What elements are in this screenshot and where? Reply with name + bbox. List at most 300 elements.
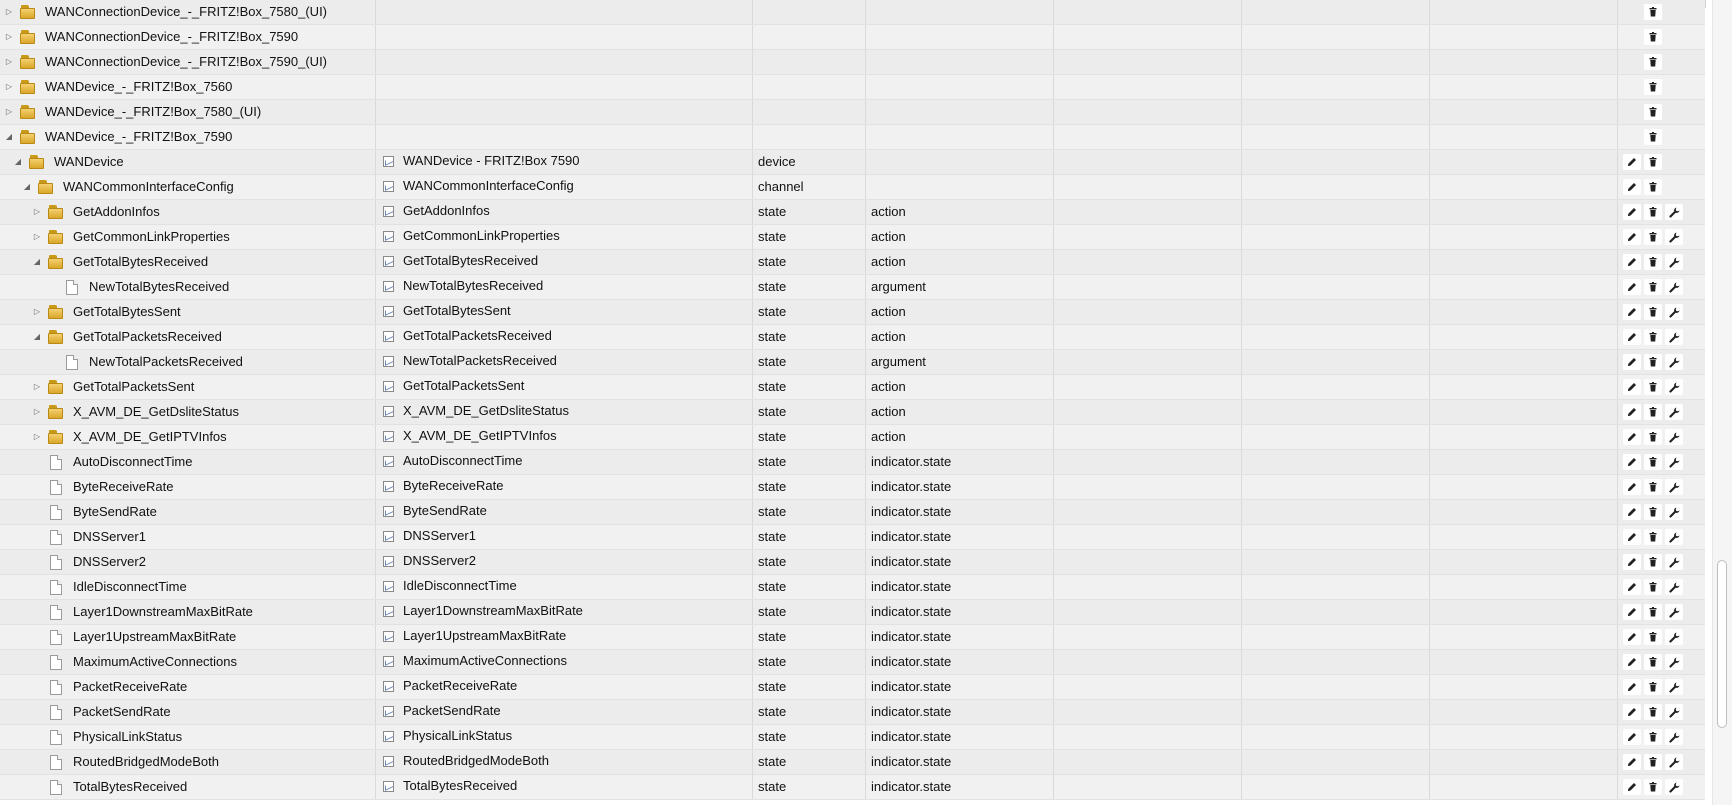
room-cell (1054, 700, 1242, 724)
tree-row[interactable] (0, 725, 1705, 750)
edit-pencil-icon[interactable] (1623, 504, 1641, 520)
expanded-triangle-icon[interactable]: ◢ (33, 257, 41, 266)
name-cell[interactable] (376, 275, 753, 299)
id-cell[interactable] (0, 350, 376, 374)
room-cell (1054, 600, 1242, 624)
name-cell[interactable] (376, 300, 753, 324)
value-cell (1430, 600, 1618, 624)
object-role-label: indicator.state (871, 704, 952, 719)
room-cell (1054, 450, 1242, 474)
delete-trash-icon[interactable] (1644, 79, 1662, 95)
id-cell[interactable] (0, 300, 376, 324)
tree-row[interactable] (0, 650, 1705, 675)
delete-trash-icon[interactable] (1644, 554, 1662, 570)
delete-trash-icon[interactable] (1644, 679, 1662, 695)
delete-trash-icon[interactable] (1644, 229, 1662, 245)
delete-trash-icon[interactable] (1644, 754, 1662, 770)
tree-row[interactable] (0, 700, 1705, 725)
edit-pencil-icon[interactable] (1623, 479, 1641, 495)
name-cell[interactable] (376, 475, 753, 499)
id-cell[interactable] (0, 475, 376, 499)
value-cell (1430, 525, 1618, 549)
file-icon (66, 355, 78, 370)
name-cell[interactable] (376, 200, 753, 224)
id-cell[interactable] (0, 675, 376, 699)
name-cell[interactable] (376, 125, 753, 149)
value-cell (1430, 200, 1618, 224)
file-icon (50, 755, 62, 770)
settings-wrench-icon[interactable] (1665, 279, 1683, 295)
object-type-label: state (758, 679, 787, 694)
name-cell[interactable] (376, 350, 753, 374)
id-cell[interactable] (0, 525, 376, 549)
object-type-label: state (758, 379, 787, 394)
object-role-label: action (871, 304, 906, 319)
tree-row[interactable] (0, 525, 1705, 550)
delete-trash-icon[interactable] (1644, 529, 1662, 545)
edit-pencil-icon[interactable] (1623, 729, 1641, 745)
tree-row[interactable] (0, 375, 1705, 400)
delete-trash-icon[interactable] (1644, 729, 1662, 745)
object-name-label: GetTotalPacketsSent (403, 378, 525, 393)
edit-pencil-icon[interactable] (1623, 679, 1641, 695)
id-cell[interactable] (0, 125, 376, 149)
name-cell[interactable] (376, 600, 753, 624)
id-cell[interactable] (0, 75, 376, 99)
delete-trash-icon[interactable] (1644, 404, 1662, 420)
value-cell (1430, 675, 1618, 699)
id-cell[interactable] (0, 175, 376, 199)
name-cell[interactable] (376, 325, 753, 349)
delete-trash-icon[interactable] (1644, 279, 1662, 295)
folder-icon (48, 230, 64, 244)
object-name-label: AutoDisconnectTime (403, 453, 523, 468)
name-cell[interactable] (376, 750, 753, 774)
settings-wrench-icon[interactable] (1665, 354, 1683, 370)
delete-trash-icon[interactable] (1644, 204, 1662, 220)
role-cell (866, 425, 1054, 449)
delete-trash-icon[interactable] (1644, 129, 1662, 145)
settings-wrench-icon[interactable] (1665, 579, 1683, 595)
id-cell[interactable] (0, 400, 376, 424)
value-cell (1430, 0, 1618, 24)
edit-pencil-icon[interactable] (1623, 554, 1641, 570)
settings-wrench-icon[interactable] (1665, 404, 1683, 420)
role-cell (866, 325, 1054, 349)
type-cell (753, 600, 866, 624)
id-cell[interactable] (0, 275, 376, 299)
id-cell[interactable] (0, 600, 376, 624)
settings-wrench-icon[interactable] (1665, 629, 1683, 645)
room-cell (1054, 25, 1242, 49)
id-cell[interactable] (0, 325, 376, 349)
tree-row[interactable] (0, 775, 1705, 800)
value-cell (1430, 375, 1618, 399)
collapsed-triangle-icon[interactable]: ▷ (5, 82, 13, 91)
edit-pencil-icon[interactable] (1623, 579, 1641, 595)
function-cell (1242, 600, 1430, 624)
object-id-label: TotalBytesReceived (73, 779, 188, 794)
name-cell[interactable] (376, 425, 753, 449)
delete-trash-icon[interactable] (1644, 429, 1662, 445)
tree-row[interactable] (0, 275, 1705, 300)
room-cell (1054, 150, 1242, 174)
edit-pencil-icon[interactable] (1623, 704, 1641, 720)
id-cell[interactable] (0, 775, 376, 799)
edit-pencil-icon[interactable] (1623, 379, 1641, 395)
settings-wrench-icon[interactable] (1665, 779, 1683, 795)
role-cell (866, 500, 1054, 524)
name-cell[interactable] (376, 675, 753, 699)
settings-wrench-icon[interactable] (1665, 204, 1683, 220)
room-cell (1054, 200, 1242, 224)
settings-wrench-icon[interactable] (1665, 529, 1683, 545)
name-cell[interactable] (376, 150, 753, 174)
name-cell[interactable] (376, 500, 753, 524)
object-name-label: IdleDisconnectTime (403, 578, 517, 593)
delete-trash-icon[interactable] (1644, 104, 1662, 120)
tree-row[interactable] (0, 675, 1705, 700)
tree-row[interactable] (0, 625, 1705, 650)
id-cell[interactable] (0, 375, 376, 399)
expanded-triangle-icon[interactable]: ◢ (5, 132, 13, 141)
object-name-label: PhysicalLinkStatus (403, 728, 513, 743)
delete-trash-icon[interactable] (1644, 179, 1662, 195)
name-cell[interactable] (376, 50, 753, 74)
name-cell[interactable] (376, 100, 753, 124)
id-cell[interactable] (0, 575, 376, 599)
tree-row[interactable] (0, 25, 1705, 50)
folder-icon (48, 380, 64, 394)
id-cell[interactable] (0, 500, 376, 524)
delete-trash-icon[interactable] (1644, 254, 1662, 270)
tree-row[interactable] (0, 550, 1705, 575)
role-cell (866, 475, 1054, 499)
settings-wrench-icon[interactable] (1665, 604, 1683, 620)
settings-wrench-icon[interactable] (1665, 304, 1683, 320)
collapsed-triangle-icon[interactable]: ▷ (5, 57, 13, 66)
settings-wrench-icon[interactable] (1665, 429, 1683, 445)
actions-cell (1618, 775, 1705, 799)
delete-trash-icon[interactable] (1644, 704, 1662, 720)
tree-row[interactable] (0, 750, 1705, 775)
actions-cell (1618, 625, 1705, 649)
edit-pencil-icon[interactable] (1623, 229, 1641, 245)
actions-cell (1618, 575, 1705, 599)
edit-pencil-icon[interactable] (1623, 429, 1641, 445)
file-icon (50, 530, 62, 545)
collapsed-triangle-icon[interactable]: ▷ (33, 307, 41, 316)
chart-icon (383, 431, 394, 442)
role-cell (866, 150, 1054, 174)
tree-row[interactable] (0, 125, 1705, 150)
delete-trash-icon[interactable] (1644, 654, 1662, 670)
id-cell[interactable] (0, 700, 376, 724)
id-cell[interactable] (0, 625, 376, 649)
tree-row[interactable] (0, 575, 1705, 600)
room-cell (1054, 550, 1242, 574)
collapsed-triangle-icon[interactable]: ▷ (33, 432, 41, 441)
room-cell (1054, 50, 1242, 74)
name-cell[interactable] (376, 625, 753, 649)
file-icon (50, 655, 62, 670)
delete-trash-icon[interactable] (1644, 4, 1662, 20)
name-cell[interactable] (376, 650, 753, 674)
object-role-label: indicator.state (871, 479, 952, 494)
settings-wrench-icon[interactable] (1665, 554, 1683, 570)
id-cell[interactable] (0, 0, 376, 24)
settings-wrench-icon[interactable] (1665, 729, 1683, 745)
settings-wrench-icon[interactable] (1665, 479, 1683, 495)
value-cell (1430, 125, 1618, 149)
room-cell (1054, 750, 1242, 774)
settings-wrench-icon[interactable] (1665, 254, 1683, 270)
id-cell[interactable] (0, 425, 376, 449)
settings-wrench-icon[interactable] (1665, 504, 1683, 520)
collapsed-triangle-icon[interactable]: ▷ (5, 7, 13, 16)
name-cell[interactable] (376, 450, 753, 474)
collapsed-triangle-icon[interactable]: ▷ (33, 382, 41, 391)
actions-cell (1618, 700, 1705, 724)
delete-trash-icon[interactable] (1644, 604, 1662, 620)
id-cell[interactable] (0, 650, 376, 674)
folder-icon (20, 130, 36, 144)
role-cell (866, 275, 1054, 299)
edit-pencil-icon[interactable] (1623, 204, 1641, 220)
name-cell[interactable] (376, 375, 753, 399)
name-cell[interactable] (376, 25, 753, 49)
delete-trash-icon[interactable] (1644, 579, 1662, 595)
id-cell[interactable] (0, 550, 376, 574)
tree-row[interactable] (0, 450, 1705, 475)
edit-pencil-icon[interactable] (1623, 654, 1641, 670)
object-id-label: GetTotalBytesReceived (73, 254, 209, 269)
settings-wrench-icon[interactable] (1665, 679, 1683, 695)
name-cell[interactable] (376, 575, 753, 599)
type-cell (753, 625, 866, 649)
settings-wrench-icon[interactable] (1665, 454, 1683, 470)
type-cell (753, 275, 866, 299)
delete-trash-icon[interactable] (1644, 629, 1662, 645)
delete-trash-icon[interactable] (1644, 29, 1662, 45)
collapsed-triangle-icon[interactable]: ▷ (5, 32, 13, 41)
name-cell[interactable] (376, 0, 753, 24)
function-cell (1242, 725, 1430, 749)
name-cell[interactable] (376, 225, 753, 249)
id-cell[interactable] (0, 725, 376, 749)
edit-pencil-icon[interactable] (1623, 779, 1641, 795)
edit-pencil-icon[interactable] (1623, 304, 1641, 320)
settings-wrench-icon[interactable] (1665, 379, 1683, 395)
object-role-label: indicator.state (871, 554, 952, 569)
chart-icon (383, 631, 394, 642)
collapsed-triangle-icon[interactable]: ▷ (33, 207, 41, 216)
settings-wrench-icon[interactable] (1665, 654, 1683, 670)
delete-trash-icon[interactable] (1644, 154, 1662, 170)
expanded-triangle-icon[interactable]: ◢ (23, 182, 31, 191)
edit-pencil-icon[interactable] (1623, 454, 1641, 470)
object-id-label: MaximumActiveConnections (73, 654, 238, 669)
tree-row[interactable] (0, 500, 1705, 525)
role-cell (866, 575, 1054, 599)
tree-row[interactable] (0, 600, 1705, 625)
id-cell[interactable] (0, 150, 376, 174)
file-icon (50, 605, 62, 620)
tree-row[interactable] (0, 175, 1705, 200)
tree-row[interactable] (0, 200, 1705, 225)
object-type-label: state (758, 779, 787, 794)
delete-trash-icon[interactable] (1644, 304, 1662, 320)
actions-cell (1618, 475, 1705, 499)
room-cell (1054, 275, 1242, 299)
object-type-label: state (758, 429, 787, 444)
object-name-label: X_AVM_DE_GetDsliteStatus (403, 403, 569, 418)
name-cell[interactable] (376, 175, 753, 199)
object-role-label: indicator.state (871, 504, 952, 519)
delete-trash-icon[interactable] (1644, 779, 1662, 795)
tree-row[interactable] (0, 400, 1705, 425)
edit-pencil-icon[interactable] (1623, 604, 1641, 620)
object-id-label: PacketSendRate (73, 704, 171, 719)
scrollbar-thumb[interactable] (1717, 560, 1727, 728)
tree-row[interactable] (0, 300, 1705, 325)
id-cell[interactable] (0, 200, 376, 224)
delete-trash-icon[interactable] (1644, 504, 1662, 520)
role-cell (866, 700, 1054, 724)
delete-trash-icon[interactable] (1644, 454, 1662, 470)
settings-wrench-icon[interactable] (1665, 754, 1683, 770)
role-cell (866, 775, 1054, 799)
name-cell[interactable] (376, 550, 753, 574)
name-cell[interactable] (376, 525, 753, 549)
value-cell (1430, 725, 1618, 749)
tree-row[interactable] (0, 350, 1705, 375)
object-role-label: indicator.state (871, 529, 952, 544)
id-cell[interactable] (0, 225, 376, 249)
type-cell (753, 775, 866, 799)
room-cell (1054, 575, 1242, 599)
object-type-label: state (758, 579, 787, 594)
delete-trash-icon[interactable] (1644, 479, 1662, 495)
edit-pencil-icon[interactable] (1623, 154, 1641, 170)
settings-wrench-icon[interactable] (1665, 329, 1683, 345)
object-id-label: WANConnectionDevice_-_FRITZ!Box_7590 (45, 29, 299, 44)
settings-wrench-icon[interactable] (1665, 229, 1683, 245)
role-cell (866, 75, 1054, 99)
object-type-label: state (758, 404, 787, 419)
object-role-label: argument (871, 279, 926, 294)
room-cell (1054, 375, 1242, 399)
id-cell[interactable] (0, 50, 376, 74)
tree-row[interactable] (0, 150, 1705, 175)
object-type-label: state (758, 654, 787, 669)
chart-icon (383, 756, 394, 767)
chart-icon (383, 706, 394, 717)
edit-pencil-icon[interactable] (1623, 754, 1641, 770)
name-cell[interactable] (376, 775, 753, 799)
id-cell[interactable] (0, 100, 376, 124)
tree-row[interactable] (0, 475, 1705, 500)
actions-cell (1618, 150, 1705, 174)
edit-pencil-icon[interactable] (1623, 254, 1641, 270)
collapsed-triangle-icon[interactable]: ▷ (5, 107, 13, 116)
actions-cell (1618, 525, 1705, 549)
object-name-label: WANCommonInterfaceConfig (403, 178, 574, 193)
room-cell (1054, 400, 1242, 424)
role-cell (866, 25, 1054, 49)
edit-pencil-icon[interactable] (1623, 629, 1641, 645)
room-cell (1054, 775, 1242, 799)
delete-trash-icon[interactable] (1644, 54, 1662, 70)
name-cell[interactable] (376, 400, 753, 424)
collapsed-triangle-icon[interactable]: ▷ (33, 232, 41, 241)
edit-pencil-icon[interactable] (1623, 279, 1641, 295)
role-cell (866, 100, 1054, 124)
value-cell (1430, 700, 1618, 724)
type-cell (753, 525, 866, 549)
object-name-label: Layer1DownstreamMaxBitRate (403, 603, 583, 618)
tree-row[interactable] (0, 325, 1705, 350)
expanded-triangle-icon[interactable]: ◢ (33, 332, 41, 341)
collapsed-triangle-icon[interactable]: ▷ (33, 407, 41, 416)
tree-row[interactable] (0, 50, 1705, 75)
actions-cell (1618, 500, 1705, 524)
name-cell[interactable] (376, 250, 753, 274)
folder-icon (48, 205, 64, 219)
expanded-triangle-icon[interactable]: ◢ (14, 157, 22, 166)
id-cell[interactable] (0, 750, 376, 774)
vertical-scrollbar[interactable] (1712, 0, 1732, 805)
object-role-label: argument (871, 354, 926, 369)
edit-pencil-icon[interactable] (1623, 354, 1641, 370)
object-type-label: state (758, 629, 787, 644)
tree-row[interactable] (0, 225, 1705, 250)
id-cell[interactable] (0, 450, 376, 474)
tree-row[interactable] (0, 100, 1705, 125)
role-cell (866, 0, 1054, 24)
value-cell (1430, 775, 1618, 799)
tree-row[interactable] (0, 425, 1705, 450)
id-cell[interactable] (0, 25, 376, 49)
edit-pencil-icon[interactable] (1623, 529, 1641, 545)
file-icon (50, 630, 62, 645)
name-cell[interactable] (376, 725, 753, 749)
tree-row[interactable] (0, 250, 1705, 275)
tree-row[interactable] (0, 75, 1705, 100)
name-cell[interactable] (376, 75, 753, 99)
type-cell (753, 375, 866, 399)
tree-row[interactable] (0, 0, 1705, 25)
delete-trash-icon[interactable] (1644, 354, 1662, 370)
name-cell[interactable] (376, 700, 753, 724)
delete-trash-icon[interactable] (1644, 329, 1662, 345)
value-cell (1430, 50, 1618, 74)
edit-pencil-icon[interactable] (1623, 404, 1641, 420)
object-type-label: state (758, 354, 787, 369)
edit-pencil-icon[interactable] (1623, 329, 1641, 345)
value-cell (1430, 425, 1618, 449)
id-cell[interactable] (0, 250, 376, 274)
file-icon (50, 705, 62, 720)
edit-pencil-icon[interactable] (1623, 179, 1641, 195)
delete-trash-icon[interactable] (1644, 379, 1662, 395)
role-cell (866, 250, 1054, 274)
object-type-label: channel (758, 179, 804, 194)
settings-wrench-icon[interactable] (1665, 704, 1683, 720)
chart-icon (383, 356, 394, 367)
object-type-label: state (758, 754, 787, 769)
value-cell (1430, 150, 1618, 174)
